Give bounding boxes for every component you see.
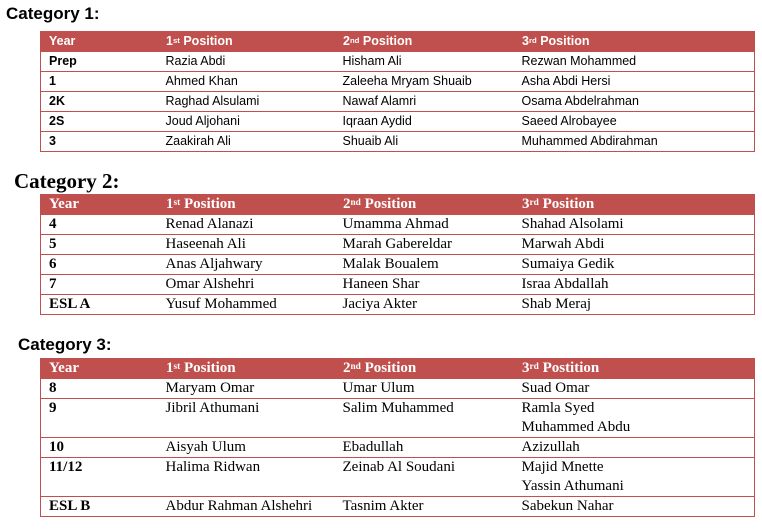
table-row [41, 52, 755, 72]
first-cell: Razia Abdi [158, 52, 335, 72]
third-cell: Azizullah [514, 438, 755, 458]
year-cell: 9 [41, 399, 158, 438]
table-row [41, 379, 755, 399]
header-third-position: 3rd Postition [514, 359, 755, 379]
third-cell: Asha Abdi Hersi [514, 72, 755, 92]
first-cell: Joud Aljohani [158, 112, 335, 132]
year-cell: 10 [41, 438, 158, 458]
year-cell: 3 [41, 132, 158, 152]
category-1-table [40, 31, 755, 152]
year-cell: 2S [41, 112, 158, 132]
table-row [41, 112, 755, 132]
header-third-position: 3rd Position [514, 32, 755, 52]
second-cell: Marah Gabereldar [335, 235, 514, 255]
third-cell: Ramla Syed Muhammed Abdu [514, 399, 755, 438]
third-cell: Sumaiya Gedik [514, 255, 755, 275]
third-cell: Osama Abdelrahman [514, 92, 755, 112]
second-cell: Ebadullah [335, 438, 514, 458]
table-row [41, 458, 755, 497]
first-cell: Jibril Athumani [158, 399, 335, 438]
year-cell: 7 [41, 275, 158, 295]
second-cell: Zaleeha Mryam Shuaib [335, 72, 514, 92]
second-cell: Iqraan Aydid [335, 112, 514, 132]
year-cell: 4 [41, 215, 158, 235]
category-1-title: Category 1: [6, 4, 100, 23]
first-cell: Raghad Alsulami [158, 92, 335, 112]
year-cell: ESL B [41, 497, 158, 517]
third-cell: Saeed Alrobayee [514, 112, 755, 132]
header-first-position: 1st Position [158, 359, 335, 379]
first-cell: Haseenah Ali [158, 235, 335, 255]
category-3-table [40, 358, 755, 517]
table-row [41, 132, 755, 152]
header-year: Year [41, 32, 158, 52]
first-cell: Zaakirah Ali [158, 132, 335, 152]
second-cell: Hisham Ali [335, 52, 514, 72]
third-cell: Rezwan Mohammed [514, 52, 755, 72]
third-cell: Suad Omar [514, 379, 755, 399]
header-second-position: 2nd Position [335, 32, 514, 52]
year-cell: 11/12 [41, 458, 158, 497]
third-cell: Sabekun Nahar [514, 497, 755, 517]
table-row [41, 399, 755, 438]
second-cell: Zeinab Al Soudani [335, 458, 514, 497]
second-cell: Haneen Shar [335, 275, 514, 295]
year-cell: 1 [41, 72, 158, 92]
second-cell: Malak Boualem [335, 255, 514, 275]
first-cell: Maryam Omar [158, 379, 335, 399]
second-cell: Tasnim Akter [335, 497, 514, 517]
category-3-title: Category 3: [18, 335, 112, 354]
third-cell: Shab Meraj [514, 295, 755, 315]
table-row [41, 92, 755, 112]
table-row [41, 215, 755, 235]
table-header-row [41, 32, 755, 52]
third-cell: Marwah Abdi [514, 235, 755, 255]
header-first-position: 1st Position [158, 195, 335, 215]
header-second-position: 2nd Position [335, 195, 514, 215]
table-row [41, 72, 755, 92]
year-cell: 5 [41, 235, 158, 255]
second-cell: Nawaf Alamri [335, 92, 514, 112]
first-cell: Yusuf Mohammed [158, 295, 335, 315]
first-cell: Renad Alanazi [158, 215, 335, 235]
table-row [41, 438, 755, 458]
second-cell: Jaciya Akter [335, 295, 514, 315]
third-cell: Shahad Alsolami [514, 215, 755, 235]
header-year: Year [41, 359, 158, 379]
category-2-title: Category 2: [14, 169, 120, 193]
year-cell: 8 [41, 379, 158, 399]
year-cell: 2K [41, 92, 158, 112]
second-cell: Umamma Ahmad [335, 215, 514, 235]
table-row [41, 235, 755, 255]
table-header-row [41, 195, 755, 215]
third-cell: Majid Mnette Yassin Athumani [514, 458, 755, 497]
first-cell: Anas Aljahwary [158, 255, 335, 275]
header-third-position: 3rd Position [514, 195, 755, 215]
third-cell: Israa Abdallah [514, 275, 755, 295]
second-cell: Shuaib Ali [335, 132, 514, 152]
year-cell: Prep [41, 52, 158, 72]
first-cell: Ahmed Khan [158, 72, 335, 92]
header-first-position: 1st Position [158, 32, 335, 52]
table-row [41, 497, 755, 517]
table-row [41, 275, 755, 295]
table-row [41, 255, 755, 275]
table-row [41, 295, 755, 315]
second-cell: Salim Muhammed [335, 399, 514, 438]
table-header-row [41, 359, 755, 379]
category-2-table [40, 194, 755, 315]
third-cell: Muhammed Abdirahman [514, 132, 755, 152]
first-cell: Aisyah Ulum [158, 438, 335, 458]
header-second-position: 2nd Position [335, 359, 514, 379]
first-cell: Abdur Rahman Alshehri [158, 497, 335, 517]
header-year: Year [41, 195, 158, 215]
year-cell: 6 [41, 255, 158, 275]
first-cell: Omar Alshehri [158, 275, 335, 295]
year-cell: ESL A [41, 295, 158, 315]
second-cell: Umar Ulum [335, 379, 514, 399]
first-cell: Halima Ridwan [158, 458, 335, 497]
